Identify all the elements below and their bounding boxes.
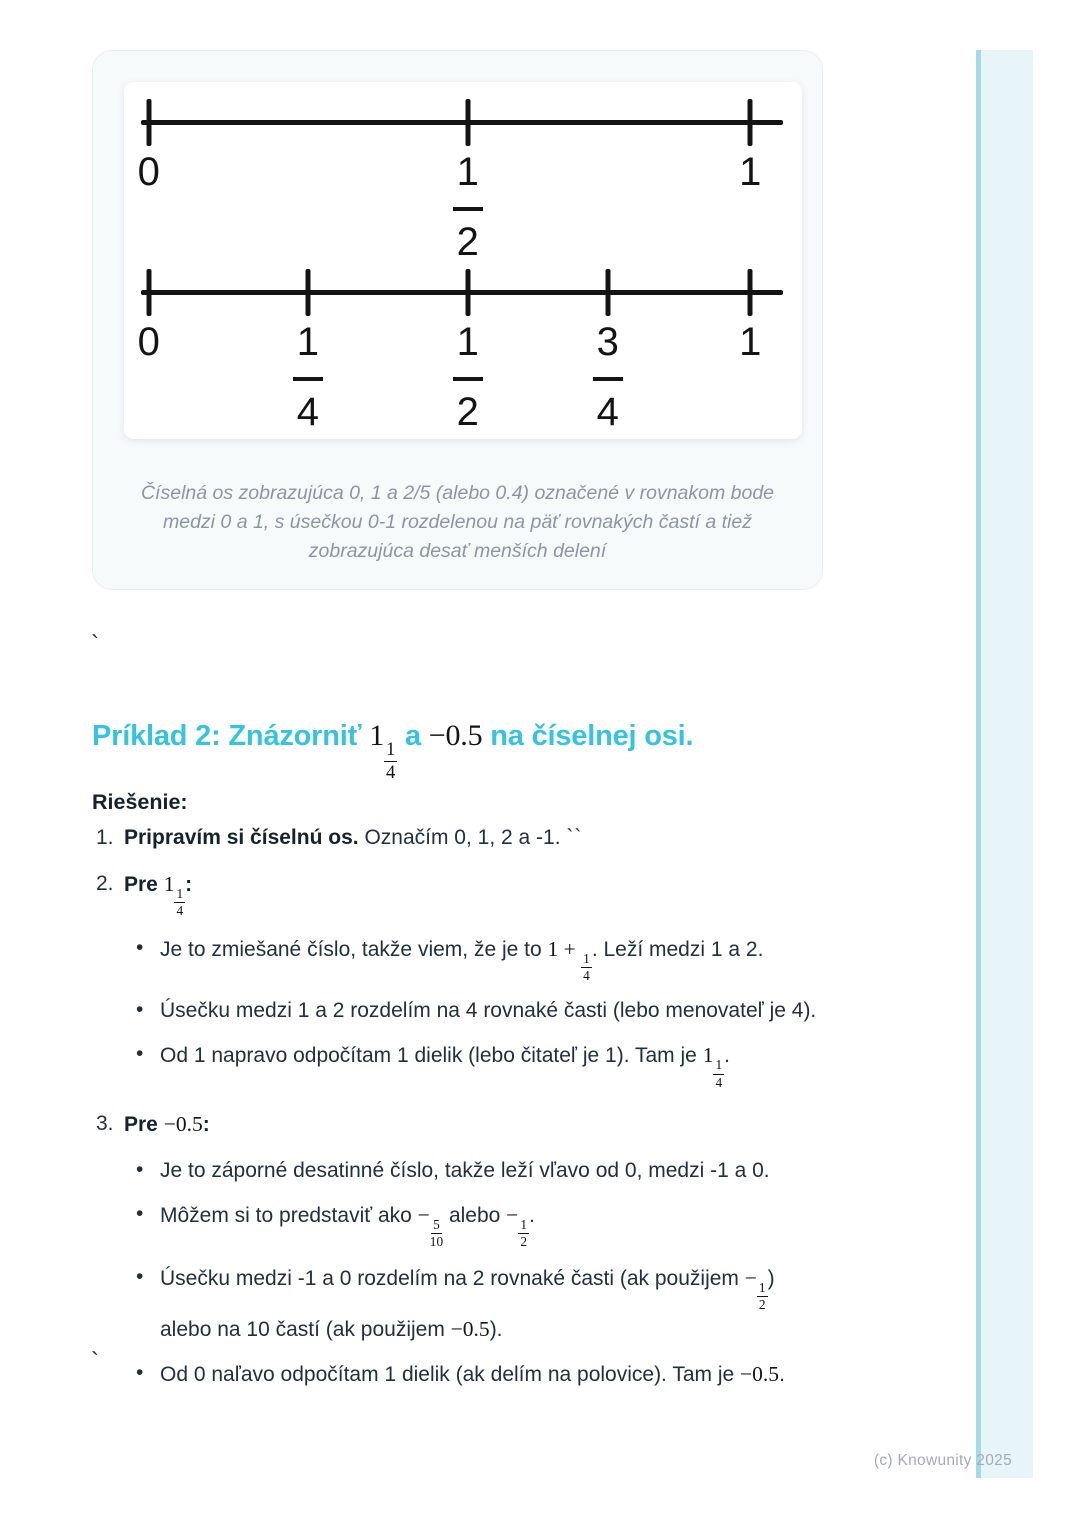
- tick-0: [146, 269, 151, 316]
- heading-text-2: a: [397, 720, 429, 753]
- fraction-denominator: 2: [520, 1234, 527, 1250]
- tick-label-one-quarter: [293, 322, 323, 432]
- tick-three-quarters: [605, 269, 610, 316]
- bullet-dot: •: [136, 935, 144, 959]
- step-2-bullets: [92, 933, 822, 1090]
- figure-card: [92, 50, 823, 590]
- minus-sign: −: [506, 1203, 519, 1228]
- tick-label-1: 1: [739, 320, 762, 364]
- mixed-number: [163, 872, 185, 919]
- bullet-text: alebo: [443, 1204, 507, 1228]
- tick-label-one-half: [453, 322, 483, 432]
- heading-text-1: Príklad 2: Znázorniť: [92, 720, 370, 753]
- fraction-denominator: 2: [456, 390, 479, 434]
- bullet-dot: •: [136, 1264, 144, 1288]
- step-1: [92, 822, 822, 854]
- step-colon: :: [185, 873, 193, 896]
- bullet-item: [92, 1358, 822, 1391]
- bullet-text: .: [528, 1204, 535, 1228]
- bullet-text: Od 0 naľavo odpočítam 1 dielik (ak delím na polovice). Tam je: [160, 1362, 741, 1386]
- mixed-fraction: [713, 1058, 724, 1090]
- mixed-fraction: [384, 740, 397, 783]
- step-marker: 3.: [96, 1112, 114, 1136]
- bullet-text: ) alebo na 10 častí (ak použijem: [160, 1266, 775, 1341]
- bullet-item: [92, 1039, 822, 1090]
- minus-sign: −: [417, 1203, 430, 1228]
- bullet-text: Je to záporné desatinné číslo, takže leží vľavo od 0, medzi -1 a 0.: [160, 1159, 770, 1183]
- mixed-number: [369, 719, 397, 784]
- fraction-denominator: 4: [583, 968, 590, 984]
- tick-label-one-half: [453, 152, 483, 262]
- fraction-denominator: 2: [758, 1297, 766, 1313]
- bullet-text: . Leží medzi 1 a 2.: [591, 937, 764, 961]
- fraction-numerator: 1: [518, 1218, 529, 1234]
- fraction-numerator: 3: [596, 320, 619, 364]
- tick-one-half: [465, 99, 470, 146]
- step-3-bullets: [92, 1155, 822, 1390]
- fraction-denominator: 4: [715, 1074, 723, 1090]
- fraction-numerator: 1: [713, 1058, 724, 1074]
- bullet-dot: •: [136, 1158, 144, 1182]
- fraction-bar: [453, 207, 483, 211]
- minus-sign: −: [744, 1265, 757, 1290]
- fraction-denominator: 4: [386, 762, 396, 784]
- bullet-text: Je to zmiešané číslo, takže viem, že je to: [160, 937, 548, 961]
- fraction-denominator: 4: [176, 903, 184, 919]
- number-line-2: [137, 290, 783, 434]
- mixed-number: [702, 1043, 724, 1090]
- bullet-item: [92, 933, 822, 984]
- fraction-numerator: 1: [456, 320, 479, 364]
- number-line-1: [137, 120, 783, 264]
- bullet-text: Od 1 napravo odpočítam 1 dielik (lebo čitateľ je 1). Tam je: [160, 1044, 703, 1068]
- stray-backtick-top: `: [91, 631, 99, 658]
- number-line-axis: [141, 290, 783, 295]
- step-colon: :: [202, 1113, 210, 1137]
- tick-label-0: 0: [137, 150, 160, 194]
- mixed-whole: 1: [369, 719, 385, 753]
- negative-fraction: [417, 1203, 444, 1250]
- tick-label-three-quarters: [593, 322, 623, 432]
- fraction-numerator: 1: [757, 1281, 768, 1297]
- bullet-item: [92, 1262, 822, 1346]
- solution-steps: [92, 822, 822, 1409]
- bullet-item: [92, 995, 822, 1027]
- bullet-dot: •: [136, 1042, 144, 1066]
- fraction-numerator: 5: [431, 1218, 442, 1234]
- tick-label-1: 1: [739, 150, 762, 194]
- step-text: Označím 0, 1, 2 a -1.: [358, 826, 567, 849]
- figure-inner-card: [124, 82, 802, 439]
- example-heading: [92, 719, 693, 783]
- inline-fraction: [430, 1218, 443, 1250]
- step-3: [92, 1108, 822, 1141]
- tick-0: [146, 99, 151, 146]
- figure-caption: Číselná os zobrazujúca 0, 1 a 2/5 (alebo 0.4) označené v rovnakom bode medzi 0 a 1, s úsečkou 0-1 rozdelenou na päť rovnakých častí a tiež zobrazujúca desať menších delení: [140, 481, 775, 562]
- step-2: [92, 868, 822, 919]
- mixed-whole: 1: [163, 872, 175, 896]
- step-bold-text: Pre: [124, 873, 164, 896]
- bullet-text: .: [779, 1362, 785, 1386]
- inline-fraction: [757, 1281, 768, 1313]
- stray-backtick-bottom: `: [91, 1348, 99, 1375]
- fraction-numerator: 1: [581, 952, 592, 968]
- fraction-bar: [453, 377, 483, 381]
- tick-one-half: [465, 269, 470, 316]
- decimal-value: −0.5: [428, 719, 483, 753]
- double-backtick: ``: [566, 826, 583, 849]
- bullet-dot: •: [136, 1202, 144, 1226]
- fraction-numerator: 1: [456, 150, 479, 194]
- math-expression: [547, 936, 592, 984]
- bullet-text: .: [724, 1044, 730, 1068]
- bullet-text: Úsečku medzi 1 a 2 rozdelím na 4 rovnaké časti (lebo menovateľ je 4).: [160, 999, 817, 1023]
- bullet-text: ).: [489, 1317, 503, 1341]
- bullet-text: Môžem si to predstaviť ako: [160, 1204, 418, 1228]
- tick-one-quarter: [305, 269, 310, 316]
- decimal-value: −0.5: [450, 1316, 490, 1341]
- footer-copyright: (c) Knowunity 2025: [873, 1452, 1012, 1469]
- decimal-value: −0.5: [740, 1361, 780, 1386]
- fraction-bar: [293, 377, 323, 381]
- inline-fraction: [581, 952, 592, 984]
- inline-fraction: [518, 1218, 529, 1250]
- fraction-numerator: 1: [384, 740, 397, 762]
- tick-1: [748, 99, 753, 146]
- fraction-bar: [593, 377, 623, 381]
- solution-title: Riešenie:: [92, 789, 188, 814]
- step-bold-text: Pripravím si číselnú os.: [124, 826, 359, 849]
- bullet-text: Úsečku medzi -1 a 0 rozdelím na 2 rovnaké časti (ak použijem: [160, 1266, 745, 1290]
- bullet-item: [92, 1199, 822, 1250]
- page-accent-bar: [976, 50, 1033, 1478]
- mixed-fraction: [174, 887, 185, 919]
- bullet-dot: •: [136, 1360, 144, 1384]
- tick-label-0: 0: [137, 320, 160, 364]
- fraction-denominator: 4: [296, 390, 320, 434]
- heading-text-3: na číselnej osi.: [482, 720, 694, 753]
- bullet-dot: •: [136, 998, 144, 1022]
- fraction-numerator: 1: [296, 320, 320, 364]
- bullet-item: [92, 1155, 822, 1187]
- fraction-denominator: 4: [596, 390, 619, 434]
- tick-1: [748, 269, 753, 316]
- step-bold-text: Pre: [124, 1113, 164, 1137]
- negative-fraction: [744, 1265, 768, 1313]
- step-marker: 2.: [96, 872, 114, 895]
- mixed-whole: 1: [702, 1043, 714, 1068]
- decimal-value: −0.5: [163, 1112, 203, 1137]
- negative-fraction: [506, 1203, 529, 1250]
- fraction-denominator: 10: [429, 1234, 444, 1250]
- step-marker: 1.: [96, 826, 114, 849]
- fraction-numerator: 1: [174, 887, 185, 903]
- fraction-denominator: 2: [456, 220, 479, 264]
- number-line-axis: [141, 120, 783, 125]
- math-text: 1 +: [547, 936, 582, 961]
